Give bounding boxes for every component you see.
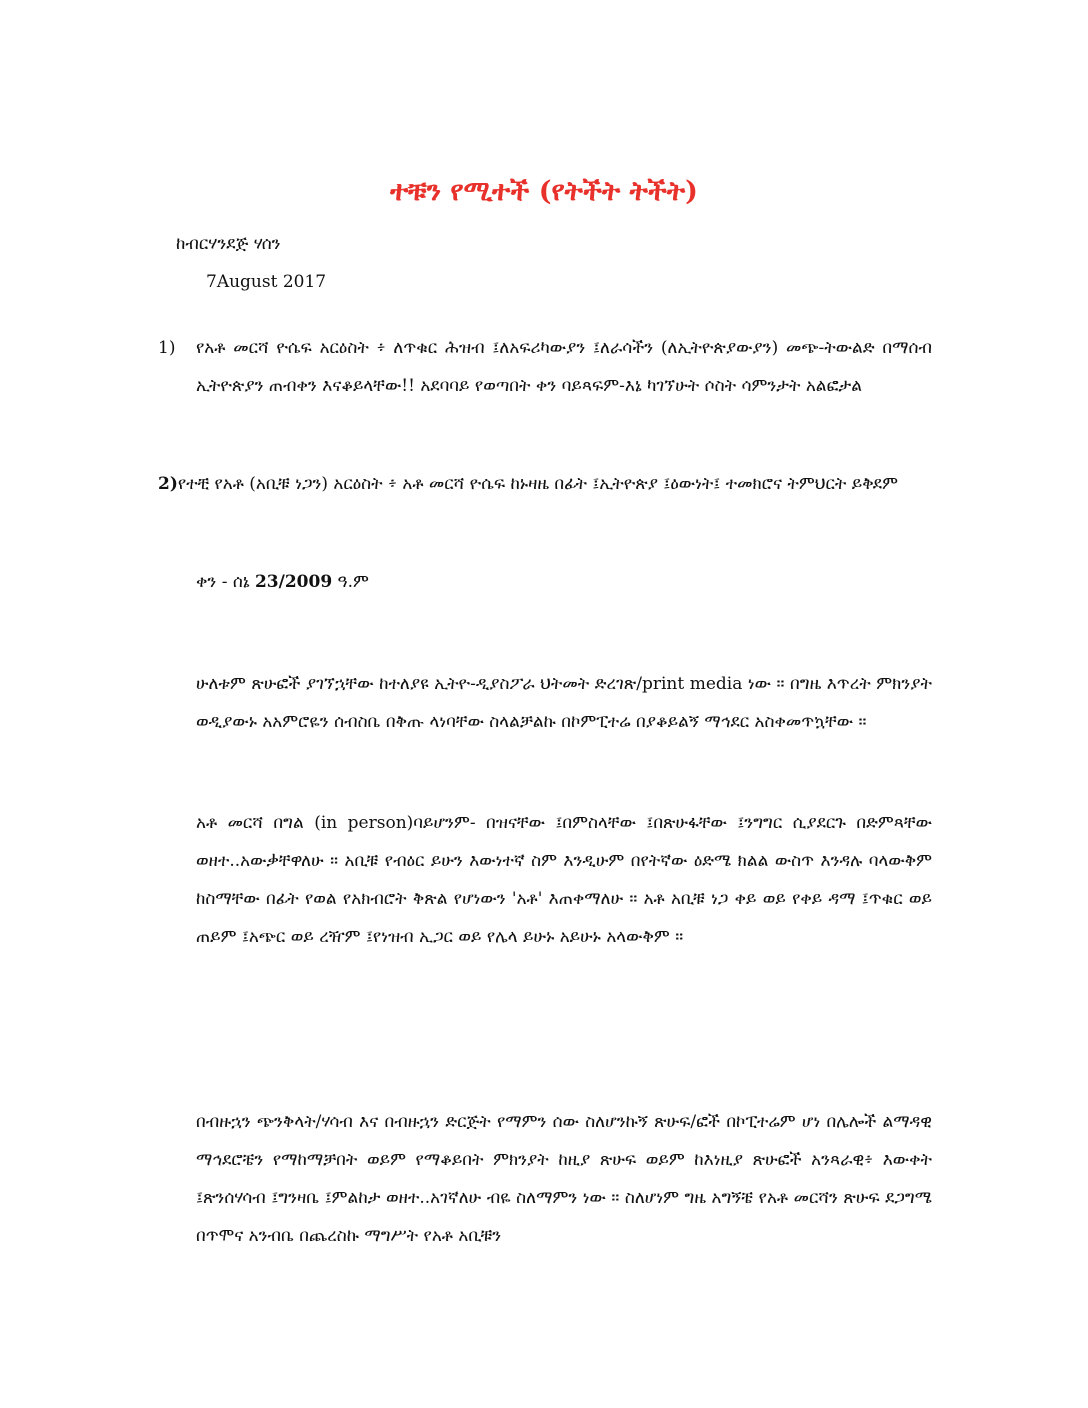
item-text-2: የተቺ የአቶ (አቢቹ ነጋን) አርዕስት ፥ አቶ መርሻ ዮሴፍ ከኑዛዜ በፊት ፤ኢትዮጵያ ፤ዕውነት፤ ተመክሮና ትምህርት ይቅደም xyxy=(177,474,898,494)
item-text-1: የአቶ መርሻ ዮሴፍ አርዕስት ፥ ለጥቁር ሕዝብ ፤ለአፍሪካውያን ፤ለራሳችን (ለኢትዮጵያውያን) መጭ-ትውልድ በማሰብ ኢትዮጵያን ጠብቀን እናቆይላቸው!! አደባባይ የወጣበት ቀን ባይጻፍም-እኔ ካገኘሁት ሶስት ሳምንታት አልፎታል xyxy=(196,338,932,396)
body-paragraph-1: ሁለቱም ጽሁፎች ያገኘኋቸው ከተለያዩ ኢትዮ-ዲያስፖራ ህትመት ድረገጽ/print media ነው ። በግዜ እጥረት ምክንያት ወዲያውኑ አአምሮዬን ሰብስቤ በቅጡ ላነባቸው ስላልቻልኩ በኮምፒተሬ በያቆይልኝ ማኅደር አስቀመጥኳቸው ። xyxy=(196,674,932,732)
body-paragraph-3: በብዙኋን ጭንቅላት/ሃሳብ እና በብዙኋን ድርጅት የማምን ሰው ስለሆንኩኝ ጽሁፍ/ፎች በኮፒተሬም ሆነ በሌሎች ልማዳዊ ማኅደሮቼን የማከማቻበት ወይም የማቆይበት ምክንያት ከዚያ ጽሁፍ ወይም ከእነዚያ ጽሁፎች አንጻራዊ፥ እውቀት ፤ጽንሰሃሳብ ፤ግንዛቤ ፤ምልከታ ወዘተ..አገኛለሁ ብዬ ስለማምን ነው ። ስለሆነም ግዜ አግኝቼ የአቶ መርሻን ጽሁፍ ደጋግሜ በጥሞና አንብቤ በጨረስኩ ማግሥት የአቶ አቢቹን xyxy=(196,1112,932,1246)
date-value: 23/2009 xyxy=(254,572,333,592)
item-number-2: 2) xyxy=(158,474,178,494)
author-line: ከብርሃንደጅ ሃሰን xyxy=(176,234,281,254)
document-title: ተቹን የሚተች (የትችት ትችት) xyxy=(390,176,698,207)
item-2 xyxy=(158,465,932,503)
date-text: 7August 2017 xyxy=(206,272,327,292)
item-number-1: 1) xyxy=(158,338,176,358)
body-paragraph-2: አቶ መርሻ በግል (in person)ባይሆንም- በዝናቸው ፤በምስላቸው ፤በጽሁፋቸው ፤ንግግር ሲያደርጉ በድምጻቸው ወዘተ..አውቃቸዋለሁ ። አቢቹ የብዕር ይሁን እውነተኛ ስም እንዲሁም በየትኛው ዕድሜ ክልል ውስጥ እንዳሉ ባላውቅም ከስማቸው በፊት የወል የአክብሮት ቅጽል የሆነውን 'አቶ' እጠቀማለሁ ። አቶ አቢቹ ነጋ ቀይ ወይ የቀይ ዳማ ፤ጥቁር ወይ ጠይም ፤አጭር ወይ ረዥም ፤የነዝብ ኢጋር ወይ የሌላ ይሁኑ አይሁኑ አላውቅም ። xyxy=(196,813,932,947)
date-suffix: ዓ.ም xyxy=(332,572,369,592)
ethiopian-date-line xyxy=(196,568,369,596)
date-label: ቀን - ሰኔ xyxy=(196,572,255,592)
